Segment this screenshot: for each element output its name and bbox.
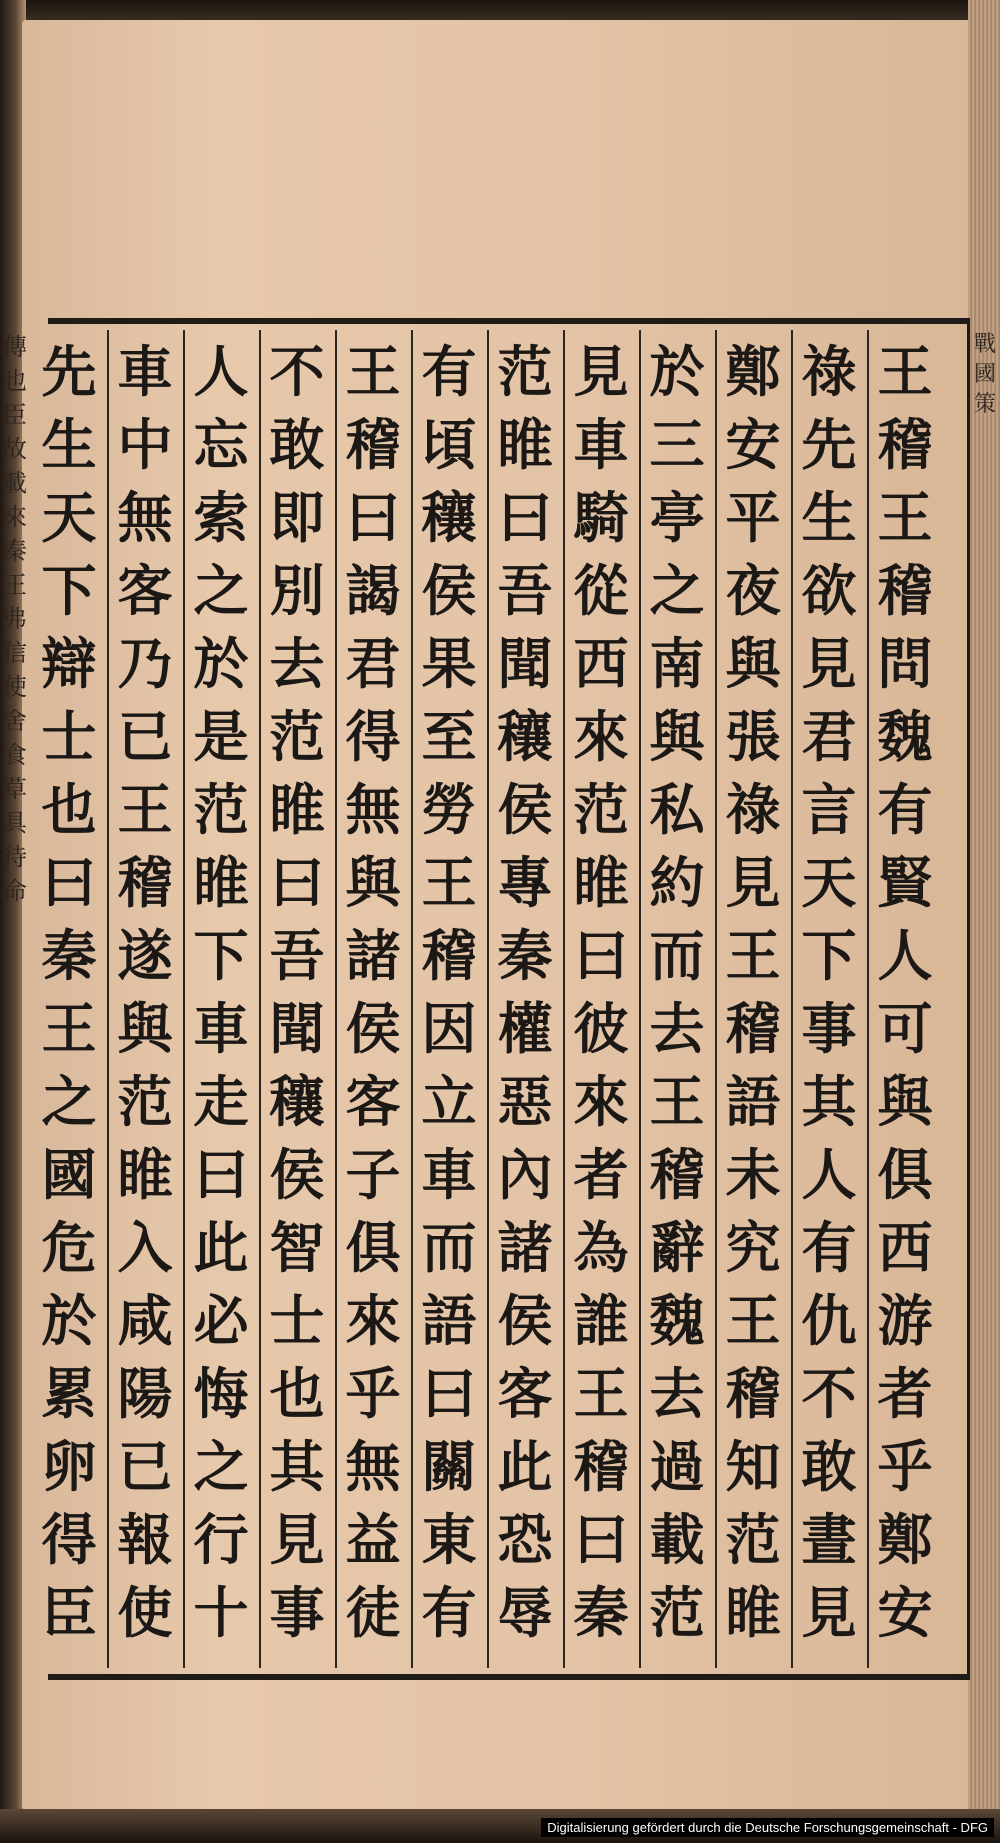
glyph: 王 [41,996,97,1061]
glyph: 諸 [497,1215,553,1280]
margin-glyph: 載 [3,469,27,497]
glyph: 欲 [801,558,857,623]
glyph: 見 [801,1580,857,1645]
glyph: 載 [649,1507,705,1572]
page-edges [968,0,1000,1843]
glyph: 關 [421,1434,477,1499]
glyph: 惡 [497,1069,553,1134]
margin-glyph: 食 [3,741,27,769]
glyph: 見 [573,339,629,404]
glyph: 子 [345,1142,401,1207]
glyph: 去 [649,996,705,1061]
glyph: 危 [41,1215,97,1280]
glyph: 別 [269,558,325,623]
glyph: 稽 [117,850,173,915]
glyph: 王 [725,1288,781,1353]
glyph: 仇 [801,1288,857,1353]
glyph: 安 [725,412,781,477]
margin-glyph: 舍 [3,707,27,735]
glyph: 無 [117,485,173,550]
glyph: 騎 [573,485,629,550]
glyph: 魏 [649,1288,705,1353]
glyph: 人 [193,339,249,404]
glyph: 曰 [269,850,325,915]
glyph: 先 [41,339,97,404]
text-column [29,335,109,1665]
glyph: 下 [801,923,857,988]
glyph: 鄭 [877,1507,933,1572]
margin-glyph: 信 [3,639,27,667]
margin-glyph: 具 [3,809,27,837]
glyph: 天 [801,850,857,915]
glyph: 夜 [725,558,781,623]
glyph: 下 [41,558,97,623]
glyph: 語 [421,1288,477,1353]
glyph: 臣 [41,1580,97,1645]
text-column [257,335,337,1665]
glyph: 立 [421,1069,477,1134]
glyph: 曰 [573,1507,629,1572]
glyph: 曰 [573,923,629,988]
margin-glyph: 戰 [973,332,996,357]
glyph: 稽 [725,996,781,1061]
glyph: 不 [801,1361,857,1426]
margin-glyph: 命 [3,877,27,905]
text-column [333,335,413,1665]
glyph: 下 [193,923,249,988]
glyph: 侯 [269,1142,325,1207]
glyph: 張 [725,704,781,769]
glyph: 知 [725,1434,781,1499]
glyph: 得 [41,1507,97,1572]
left-margin-text [0,330,30,1830]
glyph: 走 [193,1069,249,1134]
glyph: 為 [573,1215,629,1280]
glyph: 索 [193,485,249,550]
glyph: 與 [649,704,705,769]
glyph: 君 [801,704,857,769]
glyph: 客 [497,1361,553,1426]
glyph: 曰 [345,485,401,550]
glyph: 辯 [41,631,97,696]
margin-glyph: 來 [3,503,27,531]
glyph: 穰 [497,704,553,769]
glyph: 吾 [497,558,553,623]
glyph: 必 [193,1288,249,1353]
glyph: 此 [193,1215,249,1280]
glyph: 勞 [421,777,477,842]
glyph: 無 [345,777,401,842]
glyph: 范 [269,704,325,769]
glyph: 悔 [193,1361,249,1426]
glyph: 報 [117,1507,173,1572]
glyph: 國 [41,1142,97,1207]
glyph: 安 [877,1580,933,1645]
glyph: 而 [649,923,705,988]
glyph: 誰 [573,1288,629,1353]
glyph: 私 [649,777,705,842]
glyph: 於 [193,631,249,696]
text-column [105,335,185,1665]
glyph: 西 [573,631,629,696]
glyph: 生 [41,412,97,477]
glyph: 得 [345,704,401,769]
glyph: 乎 [877,1434,933,1499]
glyph: 諸 [345,923,401,988]
text-column [561,335,641,1665]
glyph: 稽 [649,1142,705,1207]
glyph: 睢 [725,1580,781,1645]
glyph: 穰 [269,1069,325,1134]
glyph: 事 [269,1580,325,1645]
glyph: 侯 [497,1288,553,1353]
glyph: 稽 [345,412,401,477]
glyph: 士 [269,1288,325,1353]
glyph: 車 [117,339,173,404]
glyph: 累 [41,1361,97,1426]
text-column [409,335,489,1665]
glyph: 俱 [877,1142,933,1207]
glyph: 有 [877,777,933,842]
glyph: 遂 [117,923,173,988]
glyph: 乃 [117,631,173,696]
glyph: 見 [269,1507,325,1572]
glyph: 平 [725,485,781,550]
glyph: 吾 [269,923,325,988]
glyph: 之 [193,558,249,623]
glyph: 於 [41,1288,97,1353]
glyph: 內 [497,1142,553,1207]
glyph: 侯 [421,558,477,623]
glyph: 與 [117,996,173,1061]
glyph: 君 [345,631,401,696]
text-column [789,335,869,1665]
glyph: 車 [421,1142,477,1207]
glyph: 也 [269,1361,325,1426]
glyph: 從 [573,558,629,623]
glyph: 稽 [877,412,933,477]
glyph: 王 [345,339,401,404]
margin-glyph: 待 [3,843,27,871]
glyph: 有 [421,1580,477,1645]
margin-glyph: 弗 [3,605,27,633]
glyph: 聞 [269,996,325,1061]
margin-glyph: 國 [973,362,996,387]
glyph: 稽 [421,923,477,988]
glyph: 曰 [41,850,97,915]
text-column [637,335,717,1665]
margin-glyph: 傳 [3,333,27,361]
glyph: 無 [345,1434,401,1499]
glyph: 之 [649,558,705,623]
margin-glyph: 草 [3,775,27,803]
glyph: 三 [649,412,705,477]
glyph: 約 [649,850,705,915]
glyph: 中 [117,412,173,477]
glyph: 侯 [497,777,553,842]
glyph: 賢 [877,850,933,915]
glyph: 王 [725,923,781,988]
glyph: 秦 [41,923,97,988]
glyph: 辭 [649,1215,705,1280]
glyph: 至 [421,704,477,769]
glyph: 不 [269,339,325,404]
glyph: 范 [117,1069,173,1134]
glyph: 謁 [345,558,401,623]
margin-glyph: 故 [3,435,27,463]
glyph: 入 [117,1215,173,1280]
margin-glyph: 策 [973,392,996,417]
glyph: 權 [497,996,553,1061]
glyph: 其 [269,1434,325,1499]
margin-glyph: 使 [3,673,27,701]
glyph: 曰 [497,485,553,550]
glyph: 客 [117,558,173,623]
glyph: 也 [41,777,97,842]
glyph: 稽 [573,1434,629,1499]
glyph: 來 [573,704,629,769]
glyph: 去 [269,631,325,696]
glyph: 來 [573,1069,629,1134]
glyph: 忘 [193,412,249,477]
glyph: 范 [193,777,249,842]
glyph: 此 [497,1434,553,1499]
glyph: 果 [421,631,477,696]
glyph: 客 [345,1069,401,1134]
glyph: 王 [877,339,933,404]
glyph: 穰 [421,485,477,550]
glyph: 可 [877,996,933,1061]
glyph: 天 [41,485,97,550]
glyph: 鄭 [725,339,781,404]
glyph: 有 [801,1215,857,1280]
glyph: 徒 [345,1580,401,1645]
top-book-edge [0,0,1000,22]
glyph: 稽 [877,558,933,623]
glyph: 陽 [117,1361,173,1426]
glyph: 曰 [193,1142,249,1207]
margin-glyph: 也 [3,367,27,395]
glyph: 南 [649,631,705,696]
glyph: 者 [877,1361,933,1426]
glyph: 之 [41,1069,97,1134]
text-column [181,335,261,1665]
glyph: 敢 [269,412,325,477]
glyph: 於 [649,339,705,404]
glyph: 亭 [649,485,705,550]
glyph: 究 [725,1215,781,1280]
glyph: 秦 [573,1580,629,1645]
glyph: 已 [117,704,173,769]
glyph: 王 [117,777,173,842]
glyph: 人 [801,1142,857,1207]
text-column [865,335,945,1665]
glyph: 未 [725,1142,781,1207]
glyph: 睢 [573,850,629,915]
glyph: 睢 [117,1142,173,1207]
glyph: 使 [117,1580,173,1645]
glyph: 范 [725,1507,781,1572]
glyph: 敢 [801,1434,857,1499]
glyph: 秦 [497,923,553,988]
glyph: 是 [193,704,249,769]
glyph: 智 [269,1215,325,1280]
glyph: 辱 [497,1580,553,1645]
glyph: 稽 [725,1361,781,1426]
glyph: 俱 [345,1215,401,1280]
glyph: 頃 [421,412,477,477]
glyph: 睢 [497,412,553,477]
glyph: 先 [801,412,857,477]
glyph: 行 [193,1507,249,1572]
glyph: 彼 [573,996,629,1061]
glyph: 有 [421,339,477,404]
glyph: 聞 [497,631,553,696]
glyph: 東 [421,1507,477,1572]
glyph: 范 [649,1580,705,1645]
text-column [713,335,793,1665]
glyph: 而 [421,1215,477,1280]
glyph: 過 [649,1434,705,1499]
glyph: 曰 [421,1361,477,1426]
margin-glyph: 臣 [3,401,27,429]
glyph: 侯 [345,996,401,1061]
glyph: 言 [801,777,857,842]
text-column [485,335,565,1665]
glyph: 人 [877,923,933,988]
glyph: 十 [193,1580,249,1645]
glyph: 士 [41,704,97,769]
glyph: 見 [801,631,857,696]
glyph: 睢 [193,850,249,915]
glyph: 王 [877,485,933,550]
glyph: 車 [193,996,249,1061]
glyph: 游 [877,1288,933,1353]
glyph: 之 [193,1434,249,1499]
margin-glyph: 王 [3,571,27,599]
glyph: 西 [877,1215,933,1280]
glyph: 生 [801,485,857,550]
glyph: 王 [649,1069,705,1134]
glyph: 即 [269,485,325,550]
glyph: 其 [801,1069,857,1134]
margin-glyph: 秦 [3,537,27,565]
glyph: 卵 [41,1434,97,1499]
glyph: 魏 [877,704,933,769]
glyph: 去 [649,1361,705,1426]
glyph: 乎 [345,1361,401,1426]
glyph: 已 [117,1434,173,1499]
glyph: 范 [497,339,553,404]
glyph: 與 [345,850,401,915]
glyph: 語 [725,1069,781,1134]
glyph: 范 [573,777,629,842]
glyph: 祿 [725,777,781,842]
right-margin-text [970,330,1000,850]
glyph: 者 [573,1142,629,1207]
glyph: 問 [877,631,933,696]
glyph: 益 [345,1507,401,1572]
glyph: 來 [345,1288,401,1353]
glyph: 祿 [801,339,857,404]
footer-credit: Digitalisierung gefördert durch die Deutsche Forschungsgemeinschaft - DFG [541,1818,994,1837]
glyph: 見 [725,850,781,915]
glyph: 王 [573,1361,629,1426]
glyph: 王 [421,850,477,915]
glyph: 事 [801,996,857,1061]
glyph: 專 [497,850,553,915]
glyph: 恐 [497,1507,553,1572]
glyph: 車 [573,412,629,477]
glyph: 咸 [117,1288,173,1353]
glyph: 睢 [269,777,325,842]
glyph: 晝 [801,1507,857,1572]
glyph: 與 [725,631,781,696]
glyph: 與 [877,1069,933,1134]
glyph: 因 [421,996,477,1061]
